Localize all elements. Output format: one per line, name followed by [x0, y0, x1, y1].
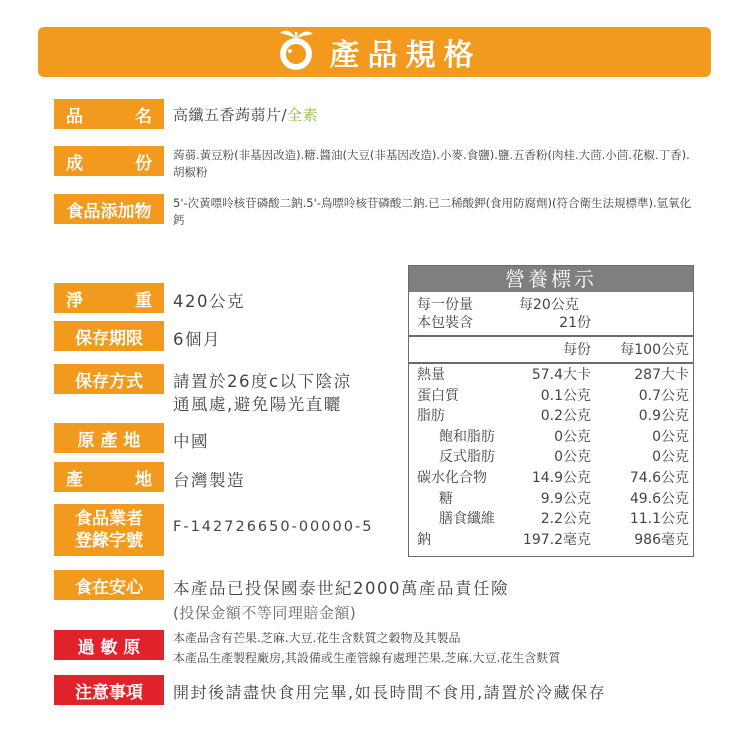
product-name-value — [173, 104, 318, 125]
nutrient-per-serving: 197.2毫克 — [522, 531, 591, 548]
nutrient-per-100g: 0公克 — [652, 428, 689, 445]
nutrient-name: 膳食纖維 — [439, 511, 495, 528]
label-char: 成 — [66, 153, 83, 174]
nutrition-divider — [409, 362, 693, 364]
nutrition-title: 營養標示 — [409, 266, 693, 292]
label-product-name — [54, 99, 164, 129]
storage-value-line1: 請置於26度c以下陰涼 — [173, 372, 352, 391]
shelf-life-value: 6個月 — [173, 330, 221, 349]
net-weight-value: 420公克 — [173, 292, 245, 311]
nutrient-per-100g: 986毫克 — [634, 531, 689, 548]
serving-size-value: 每20公克 — [519, 297, 579, 313]
label-allergen: 過 敏 原 — [54, 630, 164, 660]
place-value: 台灣製造 — [173, 471, 245, 490]
nutrient-per-100g: 0公克 — [652, 449, 689, 466]
nutrient-per-100g: 11.1公克 — [629, 511, 689, 528]
safety-value-line1: 本產品已投保國泰世紀2000萬產品責任險 — [173, 579, 509, 598]
nutrient-name: 糖 — [439, 490, 453, 507]
label-notice: 注意事項 — [54, 675, 164, 705]
nutrient-per-serving: 0公克 — [554, 428, 591, 445]
nutrient-name: 脂肪 — [417, 408, 445, 425]
nutrient-per-100g: 74.6公克 — [629, 470, 689, 486]
nutrient-per-serving: 9.9公克 — [540, 490, 591, 507]
label-place — [54, 462, 164, 492]
nutrient-per-100g: 287大卡 — [634, 367, 689, 383]
notice-value: 開封後請盡快食用完畢,如長時間不食用,請置於冷藏保存 — [173, 683, 607, 702]
nutrition-divider — [409, 335, 693, 337]
label-char: 地 — [135, 469, 152, 490]
storage-value-line2: 通風處,避免陽光直曬 — [173, 395, 342, 414]
nutrient-name: 飽和脂肪 — [439, 428, 495, 445]
label-net-weight — [54, 283, 164, 313]
page-title: 產品規格 — [329, 38, 482, 73]
column-per-100g: 每100公克 — [620, 342, 689, 358]
nutrition-facts-panel — [408, 265, 694, 557]
nutrient-per-100g: 0.7公克 — [638, 387, 689, 404]
registration-value: F-142726650-00000-5 — [173, 519, 374, 535]
nutrient-per-serving: 0.1公克 — [540, 387, 591, 404]
product-name-text: 高纖五香蒟蒻片/ — [173, 106, 288, 124]
label-origin: 原 產 地 — [54, 423, 164, 453]
label-registration — [54, 504, 164, 556]
nutrient-name: 碳水化合物 — [417, 470, 487, 486]
nutrient-per-serving: 14.9公克 — [531, 470, 591, 486]
column-per-serving: 每份 — [563, 342, 591, 358]
label-shelf-life: 保存期限 — [54, 321, 164, 351]
label-char: 淨 — [66, 290, 83, 311]
nutrient-per-100g: 0.9公克 — [638, 408, 689, 425]
label-char: 重 — [135, 290, 152, 311]
allergen-value-line1: 本產品含有芒果.芝麻.大豆.花生含麩質之穀物及其製品 — [173, 631, 461, 645]
label-line: 食品業者 — [75, 509, 143, 529]
additives-value: 5'-次黃嘌呤核苷磷酸二鈉.5'-鳥嘌呤核苷磷酸二鈉.已二稀酸鉀(食用防腐劑)(符合衛生法規標準).氫氧化鈣 — [173, 196, 692, 227]
label-char: 份 — [135, 153, 152, 174]
nutrient-name: 反式脂肪 — [439, 449, 495, 466]
safety-value-line2: (投保金額不等同理賠金額) — [173, 604, 357, 622]
servings-per-pack-value: 21份 — [559, 315, 591, 331]
nutrient-name: 蛋白質 — [417, 387, 459, 404]
vegan-tag: 全素 — [287, 106, 319, 124]
label-storage: 保存方式 — [54, 364, 164, 394]
nutrient-per-serving: 0公克 — [554, 449, 591, 466]
origin-value: 中國 — [173, 432, 209, 451]
nutrient-per-serving: 2.2公克 — [540, 511, 591, 528]
label-line: 登錄字號 — [75, 531, 143, 551]
nutrient-name: 熱量 — [417, 367, 445, 383]
serving-size-label: 每一份量 — [417, 297, 473, 313]
nutrient-per-100g: 49.6公克 — [629, 490, 689, 507]
label-safety: 食在安心 — [54, 570, 164, 600]
servings-per-pack-label: 本包裝含 — [417, 315, 473, 331]
header-banner — [38, 27, 711, 77]
allergen-value-line2: 本產品生產製程廠房,其設備或生產管線有處理芒果.芝麻.大豆.花生含麩質 — [173, 651, 561, 665]
nutrient-per-serving: 0.2公克 — [540, 408, 591, 425]
label-additives: 食品添加物 — [54, 194, 164, 224]
nutrient-per-serving: 57.4大卡 — [531, 367, 591, 383]
nutrient-name: 鈉 — [417, 531, 431, 548]
label-char: 品 — [66, 106, 83, 127]
orange-fruit-icon — [268, 25, 324, 73]
label-ingredients — [54, 146, 164, 176]
label-char: 產 — [66, 469, 83, 490]
label-char: 名 — [135, 106, 152, 127]
ingredients-value: 蒟蒻.黃豆粉(非基因改造).糖.醬油(大豆(非基因改造).小麥.食鹽).鹽.五香粉(肉桂.大茴.小茴.花椒.丁香).胡椒粉 — [173, 148, 690, 179]
